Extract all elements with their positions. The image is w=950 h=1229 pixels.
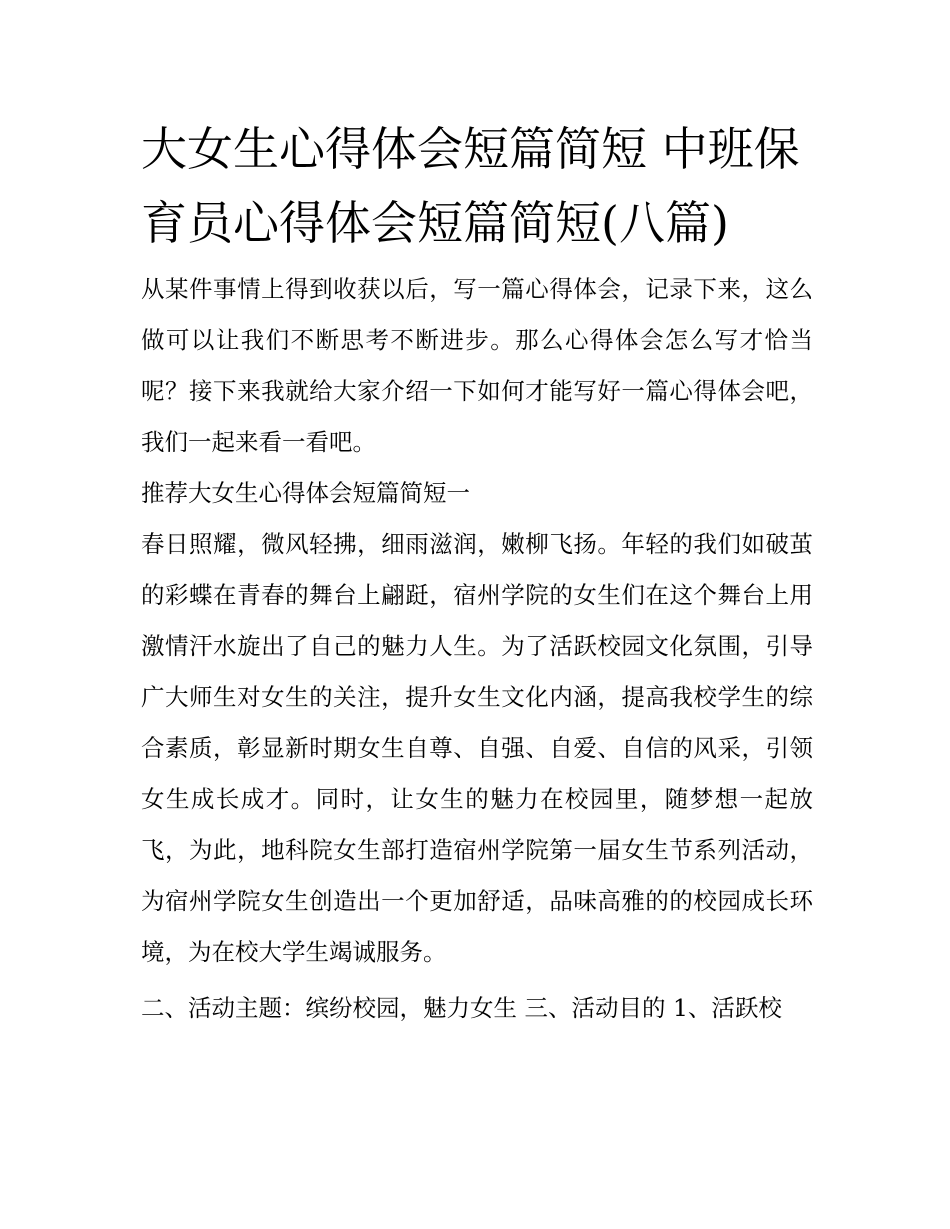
document-page bbox=[141, 112, 813, 1034]
body-paragraph: 春日照耀，微风轻拂，细雨滋润，嫩柳飞扬。年轻的我们如破茧的彩蝶在青春的舞台上翩跹，宿州学院的女生们在这个舞台上用激情汗水旋出了自己的魅力人生。为了活跃校园文化氛围，引导广大师生对女生的关注，提升女生文化内涵，提高我校学生的综合素质，彰显新时期女生自尊、自强、自爱、自信的风采，引领女生成长成才。同时，让女生的魅力在校园里，随梦想一起放飞，为此，地科院女生部打造宿州学院第一届女生节系列活动，为宿州学院女生创造出一个更加舒适，品味高雅的的校园成长环境，为在校大学生竭诚服务。 bbox=[141, 530, 813, 966]
intro-paragraph: 从某件事情上得到收获以后，写一篇心得体会，记录下来，这么做可以让我们不断思考不断进步。那么心得体会怎么写才恰当呢？接下来我就给大家介绍一下如何才能写好一篇心得体会吧，我们一起来看一看吧。 bbox=[141, 275, 813, 456]
document-title: 大女生心得体会短篇简短 中班保育员心得体会短篇简短(八篇) bbox=[141, 122, 800, 250]
section-heading: 推荐大女生心得体会短篇简短一 bbox=[141, 479, 470, 507]
activity-line: 二、活动主题：缤纷校园，魅力女生 三、活动目的 1、活跃校 bbox=[141, 994, 782, 1022]
